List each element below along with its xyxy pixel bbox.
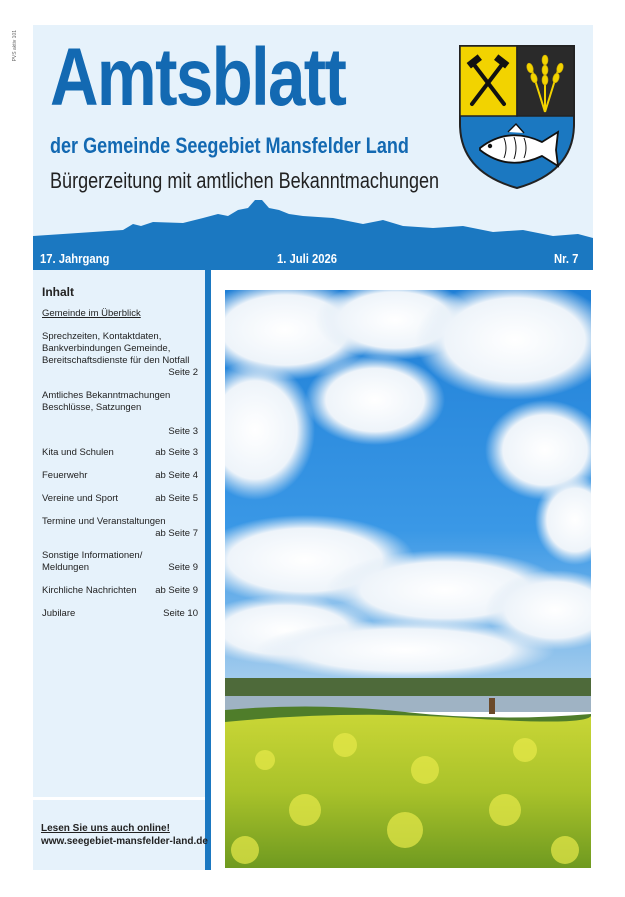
website-link[interactable]: www.seegebiet-mansfelder-land.de bbox=[41, 836, 208, 847]
toc-item-title: Sprechzeiten, Kontaktdaten, Bankverbindungen Gemeinde, Bereitschaftsdienste für den Notfall bbox=[42, 331, 190, 366]
municipality-subtitle: der Gemeinde Seegebiet Mansfelder Land bbox=[50, 133, 409, 158]
publication-title: Amtsblatt bbox=[50, 32, 346, 123]
coat-of-arms-icon bbox=[458, 44, 576, 190]
toc-item-page: ab Seite 7 bbox=[155, 528, 198, 539]
toc-item-overview[interactable] bbox=[42, 308, 198, 320]
toc-item-title: Kirchliche Nachrichten bbox=[42, 585, 137, 596]
volume-label: 17. Jahrgang bbox=[40, 252, 110, 266]
toc-item-page: ab Seite 4 bbox=[155, 470, 198, 481]
column-divider bbox=[205, 270, 211, 870]
toc-item-fire-brigade[interactable] bbox=[42, 470, 198, 482]
toc-item-anniversaries[interactable] bbox=[42, 608, 198, 620]
cover-photo bbox=[225, 290, 591, 868]
toc-item-announcements[interactable] bbox=[42, 390, 198, 438]
toc-item-page: Seite 10 bbox=[163, 608, 198, 619]
toc-item-page: Seite 3 bbox=[168, 426, 198, 437]
toc-item-title: Gemeinde im Überblick bbox=[42, 308, 141, 319]
toc-item-church-news[interactable] bbox=[42, 585, 198, 597]
online-promo-text: Lesen Sie uns auch online! bbox=[41, 823, 170, 834]
toc-item-title: Termine und Veranstaltungen bbox=[42, 516, 166, 527]
print-code: PVS aktiv 101 bbox=[12, 30, 18, 62]
toc-item-page: Seite 9 bbox=[168, 562, 198, 573]
toc-item-page: ab Seite 3 bbox=[155, 447, 198, 458]
toc-item-contacts[interactable] bbox=[42, 331, 198, 379]
issue-date: 1. Juli 2026 bbox=[277, 252, 338, 266]
toc-item-title: Jubilare bbox=[42, 608, 76, 619]
toc-item-page: ab Seite 9 bbox=[155, 585, 198, 596]
online-info-panel bbox=[33, 800, 205, 870]
toc-item-schools[interactable] bbox=[42, 447, 198, 459]
toc-heading: Inhalt bbox=[42, 285, 74, 299]
toc-item-title: Amtliches Bekanntmachungen Beschlüsse, Satzungen bbox=[42, 390, 171, 413]
toc-item-page: Seite 2 bbox=[168, 367, 198, 378]
toc-item-other-info[interactable] bbox=[42, 550, 198, 574]
town-skyline-silhouette bbox=[33, 196, 593, 252]
toc-item-page: ab Seite 5 bbox=[155, 493, 198, 504]
issue-info-bar bbox=[33, 248, 593, 270]
issue-number: Nr. 7 bbox=[554, 252, 579, 266]
tagline-subtitle: Bürgerzeitung mit amtlichen Bekanntmachungen bbox=[50, 168, 440, 193]
toc-item-title: Vereine und Sport bbox=[42, 493, 119, 504]
landscape-photo-illustration bbox=[225, 290, 591, 868]
toc-item-clubs-sport[interactable] bbox=[42, 493, 198, 505]
toc-item-title: Kita und Schulen bbox=[42, 447, 114, 458]
toc-item-title: Feuerwehr bbox=[42, 470, 88, 481]
toc-item-events[interactable] bbox=[42, 516, 198, 540]
toc-item-title: Sonstige Informationen/ Meldungen bbox=[42, 550, 143, 573]
